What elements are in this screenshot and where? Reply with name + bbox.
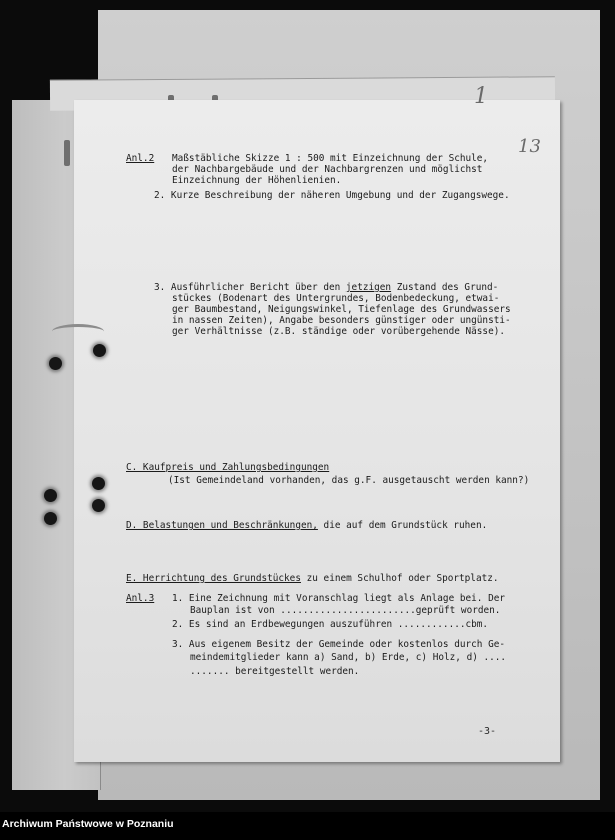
binder-clip [64,140,70,166]
text-line: stückes (Bodenart des Untergrundes, Bodenbedeckung, etwai- [172,293,500,304]
text-line: Maßstäbliche Skizze 1 : 500 mit Einzeichnung der Schule, [172,153,489,164]
text-line: meindemitglieder kann a) Sand, b) Erde, c) Holz, d) .... [190,652,507,663]
binding-string [52,324,104,339]
punch-hole [49,357,62,370]
text-line: 1. Eine Zeichnung mit Voranschlag liegt als Anlage bei. Der [172,593,506,604]
text-line: ger Verhältnisse (z.B. ständige oder vorübergehende Nässe). [172,326,506,337]
section-heading: C. Kaufpreis und Zahlungsbedingungen [126,462,330,473]
text-line: in nassen Zeiten), Angabe besonders günstiger oder ungünsti- [172,315,511,326]
archive-label: Archiwum Państwowe w Poznaniu [2,818,174,830]
handwritten-folio: 13 [518,136,541,157]
text-line: der Nachbargebäude und der Nachbargrenzen und möglichst [172,164,483,175]
text-line: (Ist Gemeindeland vorhanden, das g.F. ausgetauscht werden kann?) [168,475,530,486]
section-heading: E. Herrichtung des Grundstückes zu einem Schulhof oder Sportplatz. [126,573,499,584]
annex-ref: Anl.2 [126,153,155,164]
section-heading: D. Belastungen und Beschränkungen, die auf dem Grundstück ruhen. [126,520,488,531]
punch-hole [44,489,57,502]
text-line: 2. Es sind an Erdbewegungen auszuführen ............cbm. [172,619,489,630]
annex-ref: Anl.3 [126,593,155,604]
text-line: Einzeichnung der Höhenlienien. [172,175,342,186]
text-line: 3. Ausführlicher Bericht über den jetzigen Zustand des Grund- [154,282,499,293]
text-line: 3. Aus eigenem Besitz der Gemeinde oder kostenlos durch Ge- [172,639,506,650]
punch-hole [44,512,57,525]
text-line: Bauplan ist von ........................geprüft worden. [190,605,501,616]
handwritten-sheet-number: 1 [474,84,488,109]
punch-hole [93,344,106,357]
punch-hole [92,499,105,512]
page-number: -3- [478,726,497,737]
text-line: ....... bereitgestellt werden. [190,666,360,677]
text-line: 2. Kurze Beschreibung der näheren Umgebung und der Zugangswege. [154,190,510,201]
text-line: ger Baumbestand, Neigungswinkel, Tiefenlage des Grundwassers [172,304,511,315]
punch-hole [92,477,105,490]
